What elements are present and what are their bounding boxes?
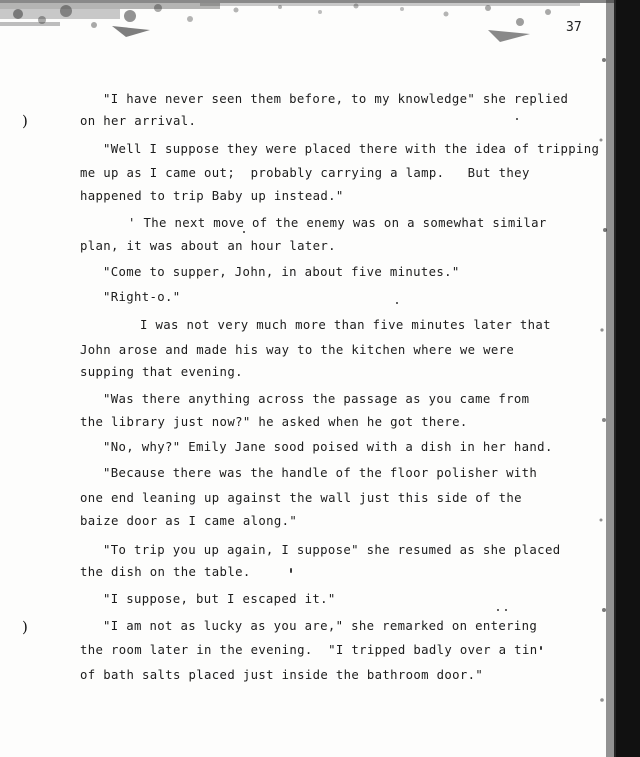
text-line: "I am not as lucky as you are," she remarked on entering xyxy=(103,619,538,633)
text-line: me up as I came out; probably carrying a lamp. But they xyxy=(80,166,530,180)
margin-bracket-mark: ) xyxy=(22,618,28,636)
text-line: one end leaning up against the wall just this side of the xyxy=(80,491,522,505)
scan-speck xyxy=(396,302,398,304)
text-line: "To trip you up again, I suppose" she resumed as she placed xyxy=(103,543,561,557)
text-line: "Well I suppose they were placed there with the idea of tripping xyxy=(103,142,600,156)
text-line: I was not very much more than five minutes later that xyxy=(140,318,551,332)
scan-speck xyxy=(497,609,499,611)
scan-speck xyxy=(516,118,518,120)
text-line: happened to trip Baby up instead." xyxy=(80,189,344,203)
text-line: "I have never seen them before, to my knowledge" she replied xyxy=(103,92,569,106)
text-line: ' The next move of the enemy was on a somewhat similar xyxy=(128,216,547,230)
text-line: plan, it was about an hour later. xyxy=(80,239,336,253)
text-line: supping that evening. xyxy=(80,365,243,379)
text-line: "Because there was the handle of the floor polisher with xyxy=(103,466,538,480)
scan-speck xyxy=(243,231,245,233)
text-line: on her arrival. xyxy=(80,114,197,128)
text-line: the dish on the table. xyxy=(80,565,251,579)
text-line: "Was there anything across the passage as you came from xyxy=(103,392,530,406)
text-line: the room later in the evening. "I tripped badly over a tin xyxy=(80,643,538,657)
scan-speck xyxy=(540,646,542,650)
scan-edge-right xyxy=(596,0,640,757)
scan-speck xyxy=(505,609,507,611)
text-line: "No, why?" Emily Jane sood poised with a dish in her hand. xyxy=(103,440,553,454)
scan-noise-top xyxy=(0,0,640,46)
text-line: "I suppose, but I escaped it." xyxy=(103,592,336,606)
text-line: baize door as I came along." xyxy=(80,514,298,528)
page-number: 37 xyxy=(566,20,582,35)
scan-speck xyxy=(290,568,292,573)
text-line: the library just now?" he asked when he got there. xyxy=(80,415,468,429)
text-line: "Right-o." xyxy=(103,290,181,304)
text-line: "Come to supper, John, in about five minutes." xyxy=(103,265,460,279)
margin-bracket-mark: ) xyxy=(22,112,28,130)
text-line: John arose and made his way to the kitchen where we were xyxy=(80,343,515,357)
text-line: of bath salts placed just inside the bathroom door." xyxy=(80,668,484,682)
